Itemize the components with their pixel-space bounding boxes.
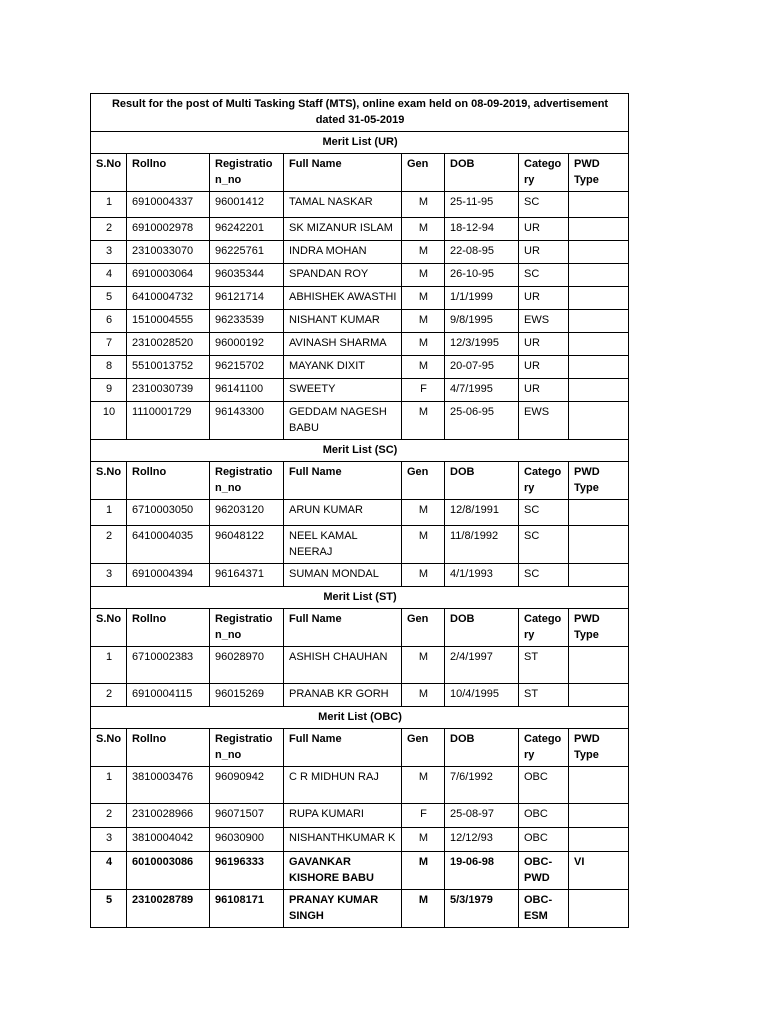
cell-regno: 96035344: [210, 264, 284, 287]
cell-gen: M: [402, 218, 445, 241]
cell-category: SC: [519, 564, 569, 587]
cell-rollno: 2310030739: [127, 379, 210, 402]
cell-pwd: [569, 333, 629, 356]
column-header-rollno: Rollno: [127, 462, 210, 500]
cell-category: OBC-ESM: [519, 890, 569, 928]
cell-category: SC: [519, 500, 569, 526]
cell-pwd: [569, 310, 629, 333]
table-row: [91, 767, 629, 804]
cell-category: ST: [519, 647, 569, 684]
cell-gen: M: [402, 287, 445, 310]
cell-dob: 20-07-95: [445, 356, 519, 379]
cell-category: EWS: [519, 310, 569, 333]
cell-dob: 4/7/1995: [445, 379, 519, 402]
cell-gen: M: [402, 828, 445, 852]
cell-sno: 9: [91, 379, 127, 402]
cell-rollno: 6910004394: [127, 564, 210, 587]
column-header-category: Category: [519, 154, 569, 192]
cell-regno: 96000192: [210, 333, 284, 356]
cell-gen: M: [402, 500, 445, 526]
cell-rollno: 6410004035: [127, 526, 210, 564]
cell-sno: 2: [91, 218, 127, 241]
cell-dob: 26-10-95: [445, 264, 519, 287]
cell-rollno: 6910004337: [127, 192, 210, 218]
cell-sno: 3: [91, 564, 127, 587]
cell-dob: 25-08-97: [445, 804, 519, 828]
column-header-name: Full Name: [284, 609, 402, 647]
cell-pwd: [569, 287, 629, 310]
table-row: [91, 333, 629, 356]
cell-name: ABHISHEK AWASTHI: [284, 287, 402, 310]
cell-dob: 10/4/1995: [445, 684, 519, 707]
column-header-pwd: PWD Type: [569, 154, 629, 192]
column-header-row: [91, 609, 629, 647]
cell-sno: 3: [91, 828, 127, 852]
column-header-name: Full Name: [284, 462, 402, 500]
cell-category: UR: [519, 218, 569, 241]
cell-dob: 12/3/1995: [445, 333, 519, 356]
cell-category: ST: [519, 684, 569, 707]
cell-sno: 1: [91, 647, 127, 684]
cell-regno: 96215702: [210, 356, 284, 379]
cell-gen: M: [402, 684, 445, 707]
cell-name: RUPA KUMARI: [284, 804, 402, 828]
cell-regno: 96001412: [210, 192, 284, 218]
cell-sno: 4: [91, 264, 127, 287]
cell-regno: 96028970: [210, 647, 284, 684]
column-header-gen: Gen: [402, 462, 445, 500]
column-header-sno: S.No: [91, 462, 127, 500]
column-header-category: Category: [519, 729, 569, 767]
column-header-pwd: PWD Type: [569, 729, 629, 767]
cell-rollno: 6910002978: [127, 218, 210, 241]
cell-rollno: 6910004115: [127, 684, 210, 707]
cell-regno: 96143300: [210, 402, 284, 440]
cell-name: C R MIDHUN RAJ: [284, 767, 402, 804]
cell-regno: 96015269: [210, 684, 284, 707]
cell-category: OBC: [519, 804, 569, 828]
cell-rollno: 2310028789: [127, 890, 210, 928]
cell-rollno: 6410004732: [127, 287, 210, 310]
cell-sno: 1: [91, 192, 127, 218]
cell-rollno: 6710003050: [127, 500, 210, 526]
cell-pwd: [569, 241, 629, 264]
cell-gen: M: [402, 564, 445, 587]
cell-category: UR: [519, 333, 569, 356]
cell-gen: M: [402, 526, 445, 564]
cell-gen: M: [402, 333, 445, 356]
cell-category: SC: [519, 264, 569, 287]
cell-rollno: 1510004555: [127, 310, 210, 333]
cell-name: SPANDAN ROY: [284, 264, 402, 287]
cell-regno: 96225761: [210, 241, 284, 264]
cell-pwd: [569, 526, 629, 564]
cell-category: SC: [519, 192, 569, 218]
cell-dob: 1/1/1999: [445, 287, 519, 310]
column-header-pwd: PWD Type: [569, 462, 629, 500]
table-row: [91, 684, 629, 707]
cell-regno: 96048122: [210, 526, 284, 564]
cell-sno: 10: [91, 402, 127, 440]
column-header-regno: Registration_no: [210, 462, 284, 500]
table-row: [91, 564, 629, 587]
cell-name: ARUN KUMAR: [284, 500, 402, 526]
section-heading: Merit List (SC): [91, 440, 629, 462]
cell-dob: 12/12/93: [445, 828, 519, 852]
cell-sno: 5: [91, 890, 127, 928]
cell-sno: 5: [91, 287, 127, 310]
cell-pwd: [569, 264, 629, 287]
cell-rollno: 2310028966: [127, 804, 210, 828]
cell-name: ASHISH CHAUHAN: [284, 647, 402, 684]
section-heading: Merit List (OBC): [91, 707, 629, 729]
cell-pwd: [569, 402, 629, 440]
cell-pwd: VI: [569, 852, 629, 890]
cell-category: OBC-PWD: [519, 852, 569, 890]
cell-sno: 6: [91, 310, 127, 333]
cell-pwd: [569, 684, 629, 707]
table-row: [91, 264, 629, 287]
cell-pwd: [569, 767, 629, 804]
cell-pwd: [569, 192, 629, 218]
column-header-name: Full Name: [284, 729, 402, 767]
cell-dob: 4/1/1993: [445, 564, 519, 587]
cell-sno: 7: [91, 333, 127, 356]
cell-pwd: [569, 828, 629, 852]
cell-rollno: 1110001729: [127, 402, 210, 440]
column-header-dob: DOB: [445, 729, 519, 767]
table-row: [91, 828, 629, 852]
cell-name: SUMAN MONDAL: [284, 564, 402, 587]
cell-pwd: [569, 804, 629, 828]
cell-name: PRANAY KUMAR SINGH: [284, 890, 402, 928]
cell-dob: 22-08-95: [445, 241, 519, 264]
cell-regno: 96090942: [210, 767, 284, 804]
table-row: [91, 852, 629, 890]
column-header-dob: DOB: [445, 609, 519, 647]
cell-sno: 1: [91, 500, 127, 526]
column-header-rollno: Rollno: [127, 154, 210, 192]
cell-name: GEDDAM NAGESH BABU: [284, 402, 402, 440]
cell-sno: 2: [91, 526, 127, 564]
cell-gen: M: [402, 310, 445, 333]
cell-dob: 25-11-95: [445, 192, 519, 218]
column-header-sno: S.No: [91, 609, 127, 647]
table-row: [91, 241, 629, 264]
cell-regno: 96030900: [210, 828, 284, 852]
column-header-rollno: Rollno: [127, 609, 210, 647]
table-row: [91, 287, 629, 310]
column-header-dob: DOB: [445, 154, 519, 192]
column-header-pwd: PWD Type: [569, 609, 629, 647]
cell-regno: 96233539: [210, 310, 284, 333]
cell-rollno: 2310028520: [127, 333, 210, 356]
column-header-rollno: Rollno: [127, 729, 210, 767]
cell-name: TAMAL NASKAR: [284, 192, 402, 218]
table-row: [91, 647, 629, 684]
cell-sno: 2: [91, 804, 127, 828]
cell-rollno: 2310033070: [127, 241, 210, 264]
cell-gen: M: [402, 647, 445, 684]
cell-dob: 5/3/1979: [445, 890, 519, 928]
table-row: [91, 526, 629, 564]
cell-category: UR: [519, 287, 569, 310]
column-header-row: [91, 154, 629, 192]
cell-dob: 19-06-98: [445, 852, 519, 890]
cell-gen: M: [402, 264, 445, 287]
cell-sno: 4: [91, 852, 127, 890]
cell-sno: 2: [91, 684, 127, 707]
cell-gen: M: [402, 402, 445, 440]
cell-category: SC: [519, 526, 569, 564]
cell-rollno: 6010003086: [127, 852, 210, 890]
cell-regno: 96242201: [210, 218, 284, 241]
cell-pwd: [569, 356, 629, 379]
cell-category: UR: [519, 356, 569, 379]
cell-name: INDRA MOHAN: [284, 241, 402, 264]
cell-pwd: [569, 379, 629, 402]
column-header-name: Full Name: [284, 154, 402, 192]
cell-rollno: 5510013752: [127, 356, 210, 379]
cell-category: OBC: [519, 828, 569, 852]
results-table: [90, 93, 629, 928]
cell-sno: 1: [91, 767, 127, 804]
column-header-row: [91, 729, 629, 767]
cell-rollno: 6710002383: [127, 647, 210, 684]
cell-pwd: [569, 500, 629, 526]
column-header-sno: S.No: [91, 154, 127, 192]
table-row: [91, 804, 629, 828]
cell-pwd: [569, 218, 629, 241]
cell-regno: 96121714: [210, 287, 284, 310]
cell-pwd: [569, 890, 629, 928]
column-header-regno: Registration_no: [210, 154, 284, 192]
cell-gen: F: [402, 804, 445, 828]
document-title: Result for the post of Multi Tasking Staff (MTS), online exam held on 08-09-2019, advertisement dated 31-05-2019: [91, 94, 629, 132]
cell-name: GAVANKAR KISHORE BABU: [284, 852, 402, 890]
column-header-gen: Gen: [402, 609, 445, 647]
cell-dob: 2/4/1997: [445, 647, 519, 684]
cell-name: SWEETY: [284, 379, 402, 402]
column-header-dob: DOB: [445, 462, 519, 500]
cell-category: EWS: [519, 402, 569, 440]
cell-dob: 9/8/1995: [445, 310, 519, 333]
table-row: [91, 356, 629, 379]
cell-name: NISHANTHKUMAR K: [284, 828, 402, 852]
cell-pwd: [569, 564, 629, 587]
column-header-category: Category: [519, 462, 569, 500]
section-heading: Merit List (UR): [91, 132, 629, 154]
cell-regno: 96196333: [210, 852, 284, 890]
cell-dob: 25-06-95: [445, 402, 519, 440]
cell-sno: 8: [91, 356, 127, 379]
cell-category: OBC: [519, 767, 569, 804]
cell-regno: 96071507: [210, 804, 284, 828]
cell-name: PRANAB KR GORH: [284, 684, 402, 707]
cell-rollno: 3810004042: [127, 828, 210, 852]
cell-dob: 11/8/1992: [445, 526, 519, 564]
cell-name: NISHANT KUMAR: [284, 310, 402, 333]
column-header-gen: Gen: [402, 729, 445, 767]
cell-name: SK MIZANUR ISLAM: [284, 218, 402, 241]
cell-gen: M: [402, 356, 445, 379]
cell-name: MAYANK DIXIT: [284, 356, 402, 379]
table-row: [91, 310, 629, 333]
cell-gen: F: [402, 379, 445, 402]
cell-gen: M: [402, 852, 445, 890]
table-row: [91, 890, 629, 928]
table-row: [91, 500, 629, 526]
cell-gen: M: [402, 890, 445, 928]
cell-rollno: 6910003064: [127, 264, 210, 287]
cell-regno: 96164371: [210, 564, 284, 587]
column-header-gen: Gen: [402, 154, 445, 192]
cell-dob: 12/8/1991: [445, 500, 519, 526]
cell-regno: 96203120: [210, 500, 284, 526]
table-row: [91, 379, 629, 402]
column-header-row: [91, 462, 629, 500]
cell-gen: M: [402, 192, 445, 218]
cell-category: UR: [519, 241, 569, 264]
column-header-regno: Registration_no: [210, 609, 284, 647]
table-row: [91, 218, 629, 241]
section-heading: Merit List (ST): [91, 587, 629, 609]
column-header-sno: S.No: [91, 729, 127, 767]
cell-name: AVINASH SHARMA: [284, 333, 402, 356]
cell-dob: 18-12-94: [445, 218, 519, 241]
cell-gen: M: [402, 241, 445, 264]
table-row: [91, 402, 629, 440]
cell-pwd: [569, 647, 629, 684]
cell-sno: 3: [91, 241, 127, 264]
table-row: [91, 192, 629, 218]
column-header-regno: Registration_no: [210, 729, 284, 767]
cell-regno: 96108171: [210, 890, 284, 928]
cell-dob: 7/6/1992: [445, 767, 519, 804]
cell-gen: M: [402, 767, 445, 804]
cell-category: UR: [519, 379, 569, 402]
cell-rollno: 3810003476: [127, 767, 210, 804]
cell-regno: 96141100: [210, 379, 284, 402]
column-header-category: Category: [519, 609, 569, 647]
cell-name: NEEL KAMAL NEERAJ: [284, 526, 402, 564]
